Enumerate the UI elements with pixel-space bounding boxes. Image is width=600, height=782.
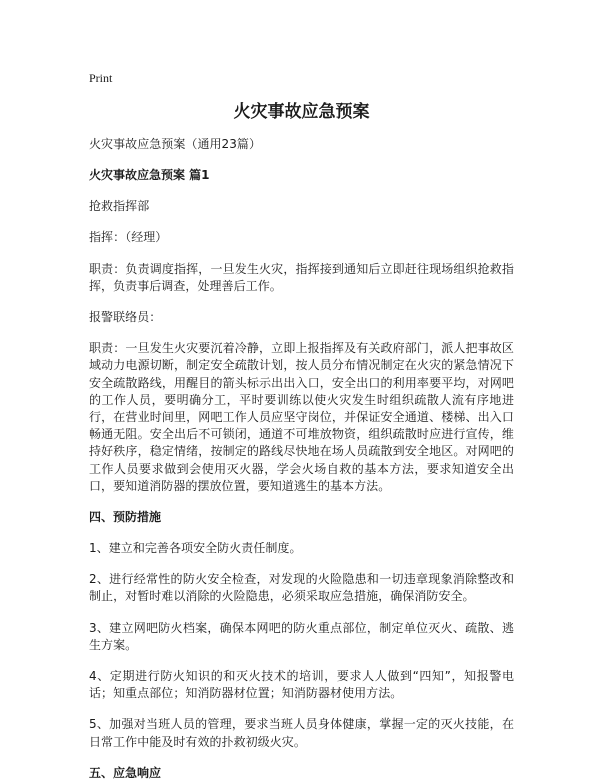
commander-label: 指挥：（经理） [89, 230, 168, 245]
response-heading: 五、应急响应 [89, 765, 162, 780]
section-heading: 火灾事故应急预案 篇1 [89, 168, 210, 183]
commander-duty-paragraph: 职责：负责调度指挥，一旦发生火灾，指挥接到通知后立即赶往现场组织抢救指挥，负责事后调查，处理善后工作。 [89, 261, 514, 293]
prevention-item: 2、进行经常性的防火安全检查，对发现的火险隐患和一切违章现象消除整改和制止，对暂时难以消除的火险隐患，必须采取应急措施，确保消防安全。 [89, 572, 514, 604]
prevention-item: 5、加强对当班人员的管理，要求当班人员身体健康，掌握一定的灭火技能，在日常工作中能及时有效的扑救初级火灾。 [89, 717, 514, 749]
prevention-item: 1、建立和完善各项安全防火责任制度。 [89, 541, 302, 556]
command-label: 抢救指挥部 [89, 199, 150, 214]
alarm-contact-label: 报警联络员： [89, 310, 162, 325]
page-title: 火灾事故应急预案 [233, 102, 370, 122]
prevention-heading: 四、预防措施 [89, 510, 162, 525]
alarm-duty-paragraph: 职责：一旦发生火灾要沉着冷静，立即上报指挥及有关政府部门，派人把事故区域动力电源切断，制定安全疏散计划，按人员分布情况制定在火灾的紧急情况下安全疏散路线，用醒目的箭头标示出出入口，安全出口的利用率要平均，对网吧的工作人员，要明确分工，平时要训练以使火灾发生时组织疏散人流有序地进行，在营业时间里，网吧工作人员应坚守岗位，并保证安全通道、楼梯、出入口畅通无阻。安全出后不可锁闭，通道不可堆放物资，组织疏散时应进行宣传，维持好秩序，稳定情绪，按制定的路线尽快地在场人员疏散到安全地区。对网吧的工作人员要求做到会使用灭火器，学会火场自救的基本方法，要求知道安全出口，要知道消防器的摆放位置，要知道逃生的基本方法。 [89, 341, 514, 493]
prevention-item: 3、建立网吧防火档案，确保本网吧的防火重点部位，制定单位灭火、疏散、逃生方案。 [89, 620, 514, 652]
document-subtitle: 火灾事故应急预案（通用23篇） [89, 137, 262, 151]
print-label[interactable]: Print [89, 71, 113, 85]
prevention-item: 4、定期进行防火知识的和灭火技术的培训，要求人人做到“四知”，知报警电话；知重点部位；知消防器材位置；知消防器材使用方法。 [89, 669, 514, 701]
